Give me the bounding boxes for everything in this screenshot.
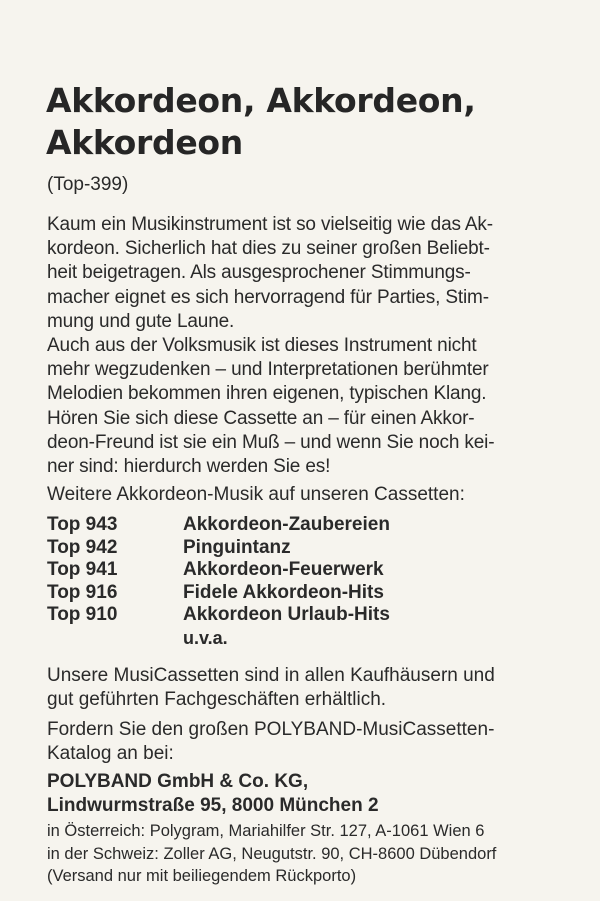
title-line: Akkordeon [46,123,243,162]
company-line: POLYBAND GmbH & Co. KG, [47,771,309,792]
catalog-name: Akkordeon-Zaubereien [183,514,390,535]
catalog-code: Top 941 [47,559,118,581]
catalog-code: Top 910 [47,604,118,626]
catalog-code: Top 916 [47,581,118,603]
page-title [46,80,566,164]
intro-paragraph [47,213,567,479]
intro-line: mehr wegzudenken – und Interpretationen berühmter [47,359,489,381]
catalog-row [47,604,567,627]
catalog-row [47,582,567,605]
intro-line: Kaum ein Musikinstrument ist so vielseitig wie das Ak- [47,214,493,235]
availability-paragraph [47,664,577,712]
intro-line: heit beigetragen. Als ausgesprochener Stimmungs- [47,262,471,284]
order-line: Katalog an bei: [47,743,174,764]
intro-line: Hören Sie sich diese Cassette an – für einen Akkor- [47,407,475,429]
intro-line: Auch aus der Volksmusik ist dieses Instrument nicht [47,335,477,357]
catalog-more-note: u.v.a. [183,628,228,648]
catalog-number: (Top-399) [47,174,129,195]
availability-line: Unsere MusiCassetten sind in allen Kaufhäusern und [47,665,495,686]
catalog-code: Top 943 [47,514,118,535]
availability-line: gut geführten Fachgeschäften erhältlich. [47,689,387,710]
address-line: in der Schweiz: Zoller AG, Neugutstr. 90, CH-8600 Dübendorf [47,844,497,863]
intro-line: mung und gute Laune. [47,310,235,332]
catalog-row [47,559,567,582]
intro-line: Melodien bekommen ihren eigenen, typischen Klang. [47,383,487,405]
catalog-name: Pinguintanz [183,536,291,558]
order-catalog-paragraph [47,718,577,766]
address-line: in Österreich: Polygram, Mariahilfer Str. 127, A-1061 Wien 6 [47,822,485,840]
catalog-name: Akkordeon Urlaub-Hits [183,604,390,626]
intro-line: ner sind: hierdurch werden Sie es! [47,456,331,478]
catalog-name: Fidele Akkordeon-Hits [183,581,384,603]
regional-addresses [47,820,496,888]
company-line: Lindwurmstraße 95, 8000 München 2 [47,795,379,816]
intro-line: kordeon. Sicherlich hat dies zu seiner großen Beliebt- [47,238,490,260]
intro-line: macher eignet es sich hervorragend für Parties, Stim- [47,286,489,308]
catalog-code: Top 942 [47,536,118,558]
catalog-row [47,514,567,537]
address-line: (Versand nur mit beiliegendem Rückporto) [47,867,357,885]
more-music-heading: Weitere Akkordeon-Musik auf unseren Cassetten: [47,484,465,505]
order-line: Fordern Sie den großen POLYBAND-MusiCassetten- [47,719,495,740]
catalog-name: Akkordeon-Feuerwerk [183,559,384,581]
title-line: Akkordeon, Akkordeon, [46,81,476,120]
catalog-row [47,537,567,560]
company-address [47,770,379,818]
catalog-list [47,514,567,627]
intro-line: deon-Freund ist sie ein Muß – und wenn Sie noch kei- [47,431,495,453]
